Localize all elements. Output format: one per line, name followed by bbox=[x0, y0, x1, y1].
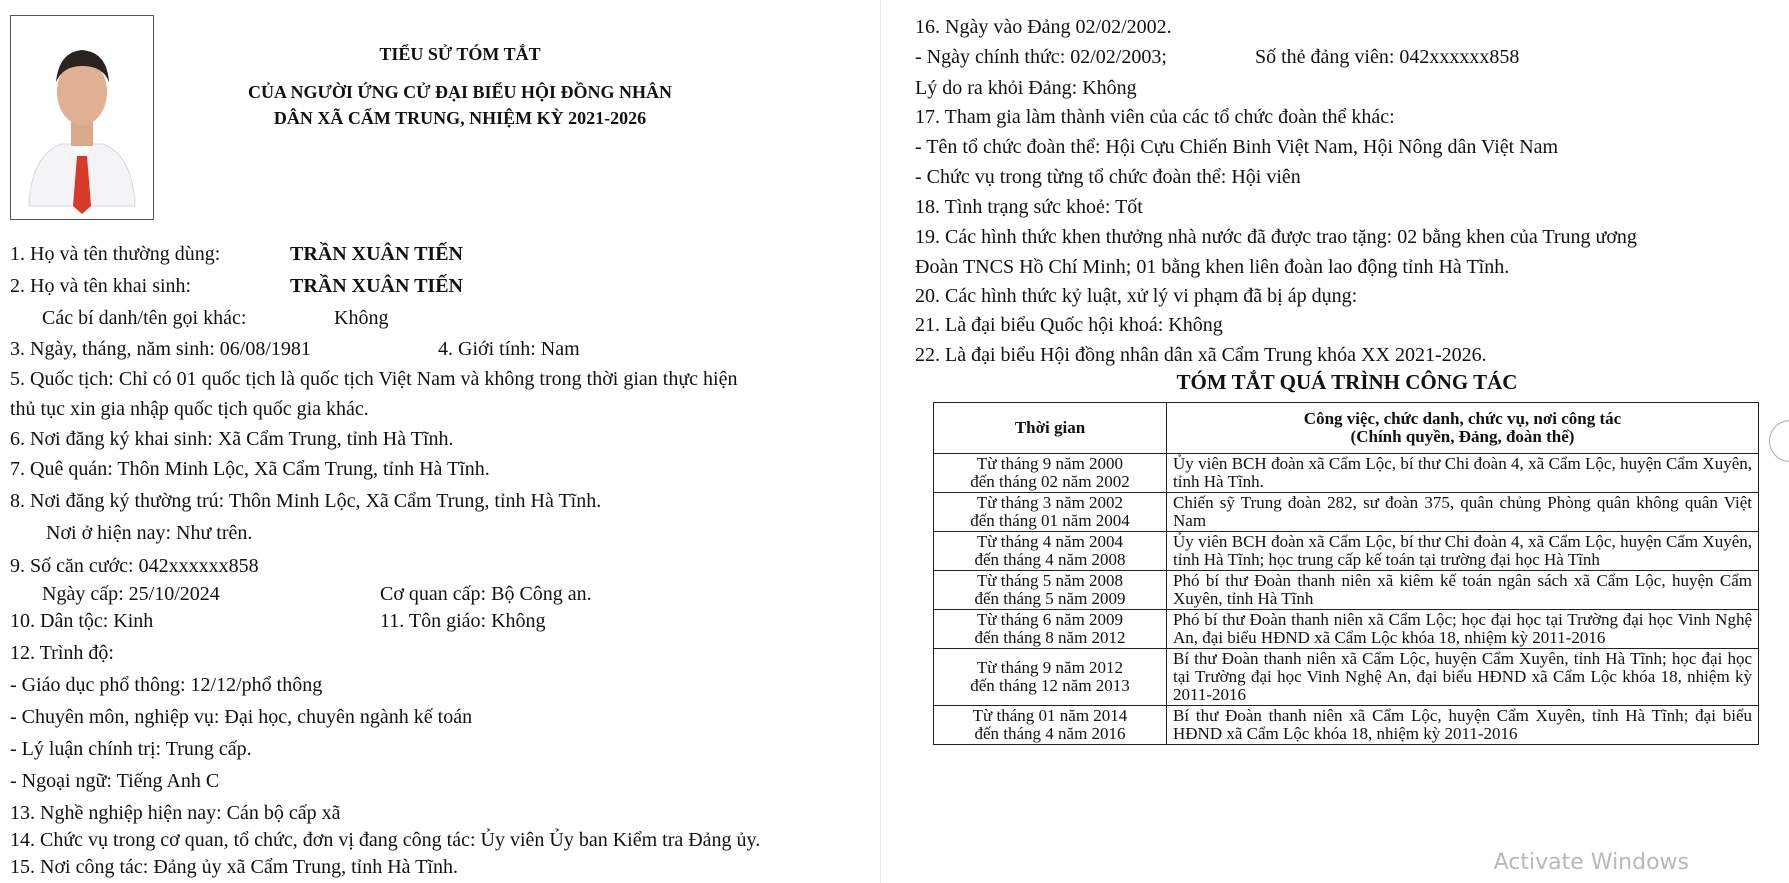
nationality-line-1: 5. Quốc tịch: Chỉ có 01 quốc tịch là quốc tịch Việt Nam và không trong thời gian thực hiện bbox=[10, 368, 738, 390]
id-issue-date: Ngày cấp: 25/10/2024 bbox=[42, 583, 220, 605]
column-divider bbox=[880, 0, 881, 883]
table-row bbox=[934, 571, 1759, 610]
general-education: - Giáo dục phổ thông: 12/12/phổ thông bbox=[10, 674, 323, 696]
period-to: đến tháng 4 năm 2016 bbox=[974, 724, 1126, 743]
discipline: 20. Các hình thức kỷ luật, xử lý vi phạm đã bị áp dụng: bbox=[915, 285, 1358, 307]
row-period bbox=[934, 532, 1167, 571]
career-table-header bbox=[934, 403, 1759, 454]
nationality-line-2: thủ tục xin gia nhập quốc tịch quốc gia khác. bbox=[10, 398, 369, 420]
period-to: đến tháng 02 năm 2002 bbox=[970, 472, 1130, 491]
id-number: 9. Số căn cước: 042xxxxxx858 bbox=[10, 555, 259, 577]
table-row bbox=[934, 706, 1759, 745]
birth-registration: 6. Nơi đăng ký khai sinh: Xã Cẩm Trung, tỉnh Hà Tĩnh. bbox=[10, 428, 454, 450]
left-column bbox=[0, 0, 870, 883]
career-table bbox=[933, 402, 1759, 745]
table-row bbox=[934, 649, 1759, 706]
row-description: Chiến sỹ Trung đoàn 282, sư đoàn 375, quân chủng Phòng quân không quân Việt Nam bbox=[1167, 493, 1759, 532]
awards-line-1: 19. Các hình thức khen thưởng nhà nước đã được trao tặng: 02 bằng khen của Trung ương bbox=[915, 226, 1637, 248]
col-time-header: Thời gian bbox=[934, 403, 1167, 454]
awards-line-2: Đoàn TNCS Hồ Chí Minh; 01 bằng khen liên đoàn lao động tỉnh Hà Tĩnh. bbox=[915, 256, 1510, 278]
row-description: Ủy viên BCH đoàn xã Cẩm Lộc, bí thư Chi đoàn 4, xã Cẩm Lộc, huyện Cẩm Xuyên, tỉnh Hà Tĩnh; học trung cấp kế toán tại trường đại học Hà Tĩnh bbox=[1167, 532, 1759, 571]
doc-subtitle-2: DÂN XÃ CẨM TRUNG, NHIỆM KỲ 2021-2026 bbox=[273, 108, 647, 128]
period-to: đến tháng 12 năm 2013 bbox=[970, 676, 1130, 695]
table-row bbox=[934, 610, 1759, 649]
period-from: Từ tháng 01 năm 2014 bbox=[972, 706, 1128, 725]
activation-watermark: Activate Windows bbox=[1493, 850, 1689, 875]
table-row bbox=[934, 454, 1759, 493]
party-leave-reason: Lý do ra khỏi Đảng: Không bbox=[915, 77, 1137, 99]
party-join-date: 16. Ngày vào Đảng 02/02/2002. bbox=[915, 16, 1172, 38]
period-to: đến tháng 4 năm 2008 bbox=[974, 550, 1126, 569]
hometown: 7. Quê quán: Thôn Minh Lộc, Xã Cẩm Trung, tỉnh Hà Tĩnh. bbox=[10, 458, 490, 480]
col-work-header bbox=[1167, 403, 1759, 454]
row-period bbox=[934, 706, 1167, 745]
row-period bbox=[934, 649, 1167, 706]
organizations-names: - Tên tổ chức đoàn thể: Hội Cựu Chiến Binh Việt Nam, Hội Nông dân Việt Nam bbox=[915, 136, 1559, 158]
religion: 11. Tôn giáo: Không bbox=[380, 610, 546, 632]
current-position: 14. Chức vụ trong cơ quan, tổ chức, đơn vị đang công tác: Ủy viên Ủy ban Kiểm tra Đảng ủy. bbox=[10, 829, 761, 851]
period-from: Từ tháng 5 năm 2008 bbox=[976, 571, 1124, 590]
period-to: đến tháng 01 năm 2004 bbox=[970, 511, 1130, 530]
row-description: Ủy viên BCH đoàn xã Cẩm Lộc, bí thư Chi đoàn 4, xã Cẩm Lộc, huyện Cẩm Xuyên, tỉnh Hà Tĩnh. bbox=[1167, 454, 1759, 493]
party-card-number: Số thẻ đảng viên: 042xxxxxx858 bbox=[1255, 46, 1520, 68]
permanent-residence: 8. Nơi đăng ký thường trú: Thôn Minh Lộc, Xã Cẩm Trung, tỉnh Hà Tĩnh. bbox=[10, 490, 602, 512]
alias-value: Không bbox=[334, 307, 389, 329]
alias-label: Các bí danh/tên gọi khác: bbox=[42, 307, 247, 329]
right-column bbox=[905, 0, 1789, 883]
row-description: Bí thư Đoàn thanh niên xã Cẩm Lộc, huyện Cẩm Xuyên, tỉnh Hà Tĩnh; đại biểu HĐND xã Cẩm Lộc khóa 18, nhiệm kỳ 2011-2016 bbox=[1167, 706, 1759, 745]
doc-subtitle-1: CỦA NGƯỜI ỨNG CỬ ĐẠI BIỂU HỘI ĐỒNG NHÂN bbox=[247, 82, 672, 102]
current-occupation: 13. Nghề nghiệp hiện nay: Cán bộ cấp xã bbox=[10, 802, 341, 824]
current-address: Nơi ở hiện nay: Như trên. bbox=[46, 522, 253, 544]
education-title: 12. Trình độ: bbox=[10, 642, 114, 664]
career-summary-title: TÓM TẮT QUÁ TRÌNH CÔNG TÁC bbox=[1176, 370, 1518, 394]
date-of-birth: 3. Ngày, tháng, năm sinh: 06/08/1981 bbox=[10, 338, 311, 360]
foreign-language: - Ngoại ngữ: Tiếng Anh C bbox=[10, 770, 220, 792]
professional-qualification: - Chuyên môn, nghiệp vụ: Đại học, chuyên ngành kế toán bbox=[10, 706, 473, 728]
row-period bbox=[934, 493, 1167, 532]
birth-name-label: 2. Họ và tên khai sinh: bbox=[10, 275, 192, 297]
portrait-image bbox=[11, 16, 153, 219]
period-from: Từ tháng 3 năm 2002 bbox=[976, 493, 1124, 512]
id-issuer: Cơ quan cấp: Bộ Công an. bbox=[380, 583, 592, 605]
row-period bbox=[934, 454, 1167, 493]
doc-title: TIỂU SỬ TÓM TẮT bbox=[379, 44, 541, 64]
organizations-role: - Chức vụ trong từng tổ chức đoàn thể: Hội viên bbox=[915, 166, 1301, 188]
row-period bbox=[934, 610, 1167, 649]
period-from: Từ tháng 9 năm 2000 bbox=[976, 454, 1124, 473]
workplace: 15. Nơi công tác: Đảng ủy xã Cẩm Trung, tỉnh Hà Tĩnh. bbox=[10, 856, 458, 878]
row-description: Phó bí thư Đoàn thanh niên xã kiêm kế toán ngân sách xã Cẩm Lộc, huyện Cẩm Xuyên, tỉnh Hà Tĩnh bbox=[1167, 571, 1759, 610]
common-name-value: TRẦN XUÂN TIẾN bbox=[290, 243, 463, 265]
health-status: 18. Tình trạng sức khoẻ: Tốt bbox=[915, 196, 1143, 218]
party-official-date: - Ngày chính thức: 02/02/2003; bbox=[915, 46, 1167, 68]
birth-name-value: TRẦN XUÂN TIẾN bbox=[290, 275, 463, 297]
table-row bbox=[934, 532, 1759, 571]
period-to: đến tháng 8 năm 2012 bbox=[974, 628, 1126, 647]
portrait-photo bbox=[10, 15, 154, 220]
period-from: Từ tháng 6 năm 2009 bbox=[976, 610, 1124, 629]
col-work-header-line-1: Công việc, chức danh, chức vụ, nơi công tác bbox=[1303, 409, 1622, 428]
ethnicity: 10. Dân tộc: Kinh bbox=[10, 610, 154, 632]
council-delegate: 22. Là đại biểu Hội đồng nhân dân xã Cẩm Trung khóa XX 2021-2026. bbox=[915, 344, 1487, 366]
organizations-title: 17. Tham gia làm thành viên của các tổ chức đoàn thể khác: bbox=[915, 106, 1395, 128]
national-assembly-delegate: 21. Là đại biểu Quốc hội khoá: Không bbox=[915, 314, 1223, 336]
period-from: Từ tháng 4 năm 2004 bbox=[976, 532, 1124, 551]
col-work-header-line-2: (Chính quyền, Đảng, đoàn thể) bbox=[1350, 427, 1575, 446]
period-to: đến tháng 5 năm 2009 bbox=[974, 589, 1126, 608]
period-from: Từ tháng 9 năm 2012 bbox=[976, 658, 1124, 677]
row-description: Bí thư Đoàn thanh niên xã Cẩm Lộc, huyện Cẩm Xuyên, tỉnh Hà Tĩnh; học đại học tại Trường đại học Vinh Nghệ An, đại biểu HĐND xã Cẩm Lộc khóa 18, nhiệm kỳ 2011-2016 bbox=[1167, 649, 1759, 706]
political-theory: - Lý luận chính trị: Trung cấp. bbox=[10, 738, 252, 760]
row-description: Phó bí thư Đoàn thanh niên xã Cẩm Lộc; học đại học tại Trường đại học Vinh Nghệ An, đại biểu HĐND xã Cẩm Lộc khóa 18, nhiệm kỳ 2011-2016 bbox=[1167, 610, 1759, 649]
row-period bbox=[934, 571, 1167, 610]
gender: 4. Giới tính: Nam bbox=[438, 338, 580, 360]
table-row bbox=[934, 493, 1759, 532]
common-name-label: 1. Họ và tên thường dùng: bbox=[10, 243, 221, 265]
